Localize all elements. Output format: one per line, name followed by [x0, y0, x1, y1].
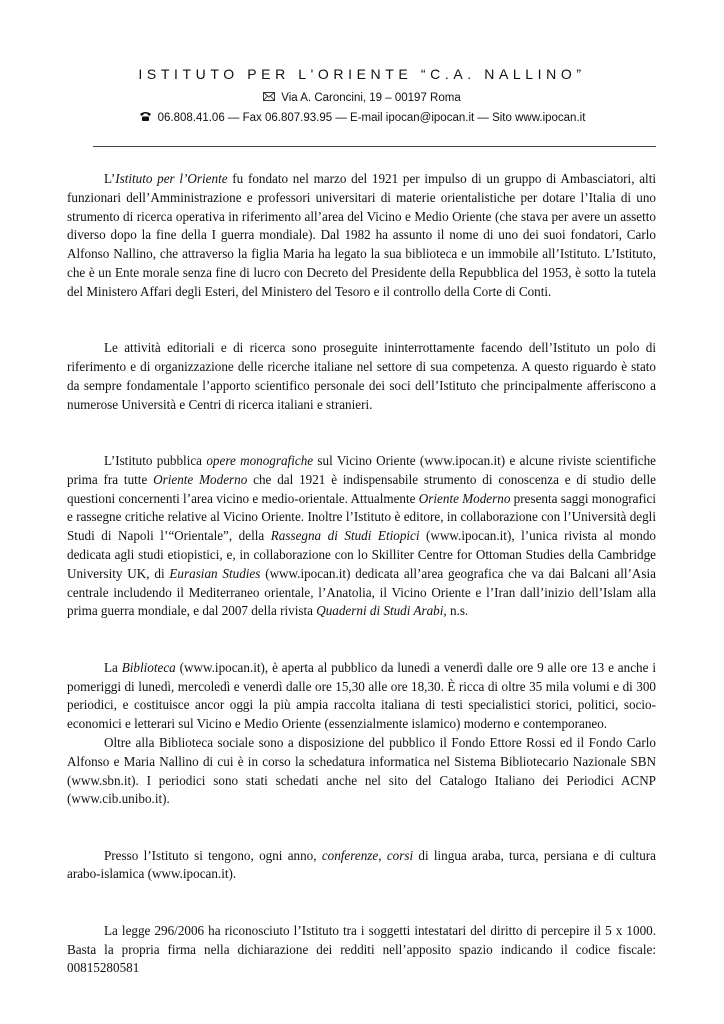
header-divider	[93, 146, 656, 147]
phone-icon	[139, 111, 152, 125]
paragraph-courses: Presso l’Istituto si tengono, ogni anno, conferenze, corsi di lingua araba, turca, persiana e di cultura arabo-islamica (www.ipocan.it).	[67, 847, 656, 882]
institute-title: ISTITUTO PER L'ORIENTE “C.A. NALLINO”	[138, 66, 586, 82]
paragraph-research: Le attività editoriali e di ricerca sono proseguite ininterrottamente facendo dell’Istituto un polo di riferimento e di organizzazione delle ricerche italiane nel settore di sua competenza. A questo riguardo è stato da sempre fondamentale l’apporto scientifico personale dei soci dell’Istituto che principalmente afferiscono a numerose Università e Centri di ricerca italiani e stranieri.	[67, 340, 656, 412]
paragraph-five-per-thousand: La legge 296/2006 ha riconosciuto l’Istituto tra i soggetti intestatari del diritto di percepire il 5 x 1000. Basta la propria firma nella dichiarazione dei redditi nell’apposito spazio indicando il codice fiscale: 00815280581	[67, 922, 656, 976]
envelope-icon	[263, 92, 275, 104]
paragraph-publications: L’Istituto pubblica opere monografiche sul Vicino Oriente (www.ipocan.it) e alcune riviste scientifiche prima fra tutte Oriente Moderno che dal 1921 è indispensabile strumento di conoscenza e di studio delle questioni concernenti l’area vicino e medio-orientale. Attualmente Oriente Moderno presenta saggi monografici e rassegne critiche relative al Vicino Oriente. Inoltre l’Istituto è editore, in collaborazione con l’Università degli Studi di Napoli l’“Orientale”, della Rassegna di Studi Etiopici (www.ipocan.it), l’unica rivista al mondo dedicata agli studi etiopistici, e, in collaborazione con lo Skilliter Centre for Ottoman Studies della Cambridge University UK, di Eurasian Studies (www.ipocan.it) dedicata all’area geografica che va dai Balcani all’Asia centrale includendo il Mediterraneo orientale, l’Anatolia, il Vicino Oriente e l’Iran dall’inizio dell’Islam alla prima guerra mondiale, e dal 2007 della rivista Quaderni di Studi Arabi, n.s.	[67, 452, 657, 619]
document-body	[67, 170, 656, 978]
paragraph-history: L’Istituto per l’Oriente fu fondato nel marzo del 1921 per impulso di un gruppo di Ambasciatori, alti funzionari dell’Amministrazione e professori universitari di materie orientalistiche per dotare l’Italia di uno strumento di ricerca operativa in riferimento all’area del Vicino e Medio Oriente (che stava per avere un assetto diverso dopo la fine della I guerra mondiale). Dal 1982 ha assunto il nome di uno dei suoi fondatori, Carlo Alfonso Nallino, che attraverso la figlia Maria ha legato la sua biblioteca e un immobile all’Istituto. L’Istituto, che è un Ente morale senza fine di lucro con Decreto del Presidente della Repubblica del 1953, è sotto la tutela del Ministero Affari degli Esteri, del Ministero del Tesoro e il controllo della Corte di Conti.	[67, 171, 656, 299]
address-text: Via A. Caroncini, 19 – 00197 Roma	[281, 92, 461, 105]
paragraph-collections: Oltre alla Biblioteca sociale sono a disposizione del pubblico il Fondo Ettore Rossi ed il Fondo Carlo Alfonso e Maria Nallino di cui è in corso la schedatura informatica nel Sistema Bibliotecario Nazionale SBN (www.sbn.it). I periodici sono stati schedati anche nel sito del Catalogo Italiano dei Periodici ACNP (www.cib.unibo.it).	[67, 734, 656, 807]
contact-line	[0, 111, 724, 125]
address-line	[0, 92, 724, 104]
contact-text: 06.808.41.06 — Fax 06.807.93.95 — E-mail ipocan@ipocan.it — Sito www.ipocan.it	[157, 112, 586, 125]
paragraph-library: La Biblioteca (www.ipocan.it), è aperta al pubblico da lunedì a venerdì dalle ore 9 alle ore 13 e anche i pomeriggi di lunedì, mercoledì e venerdì dalle ore 15,30 alle ore 18,30. È ricca di oltre 35 mila volumi e di 300 periodici, e costituisce ancor oggi la più ampia raccolta italiana di testi specialistici storici, politici, socio-economici e letterari sul Vicino e Medio Oriente (essenzialmente islamico) moderno e contemporaneo.	[67, 659, 656, 732]
